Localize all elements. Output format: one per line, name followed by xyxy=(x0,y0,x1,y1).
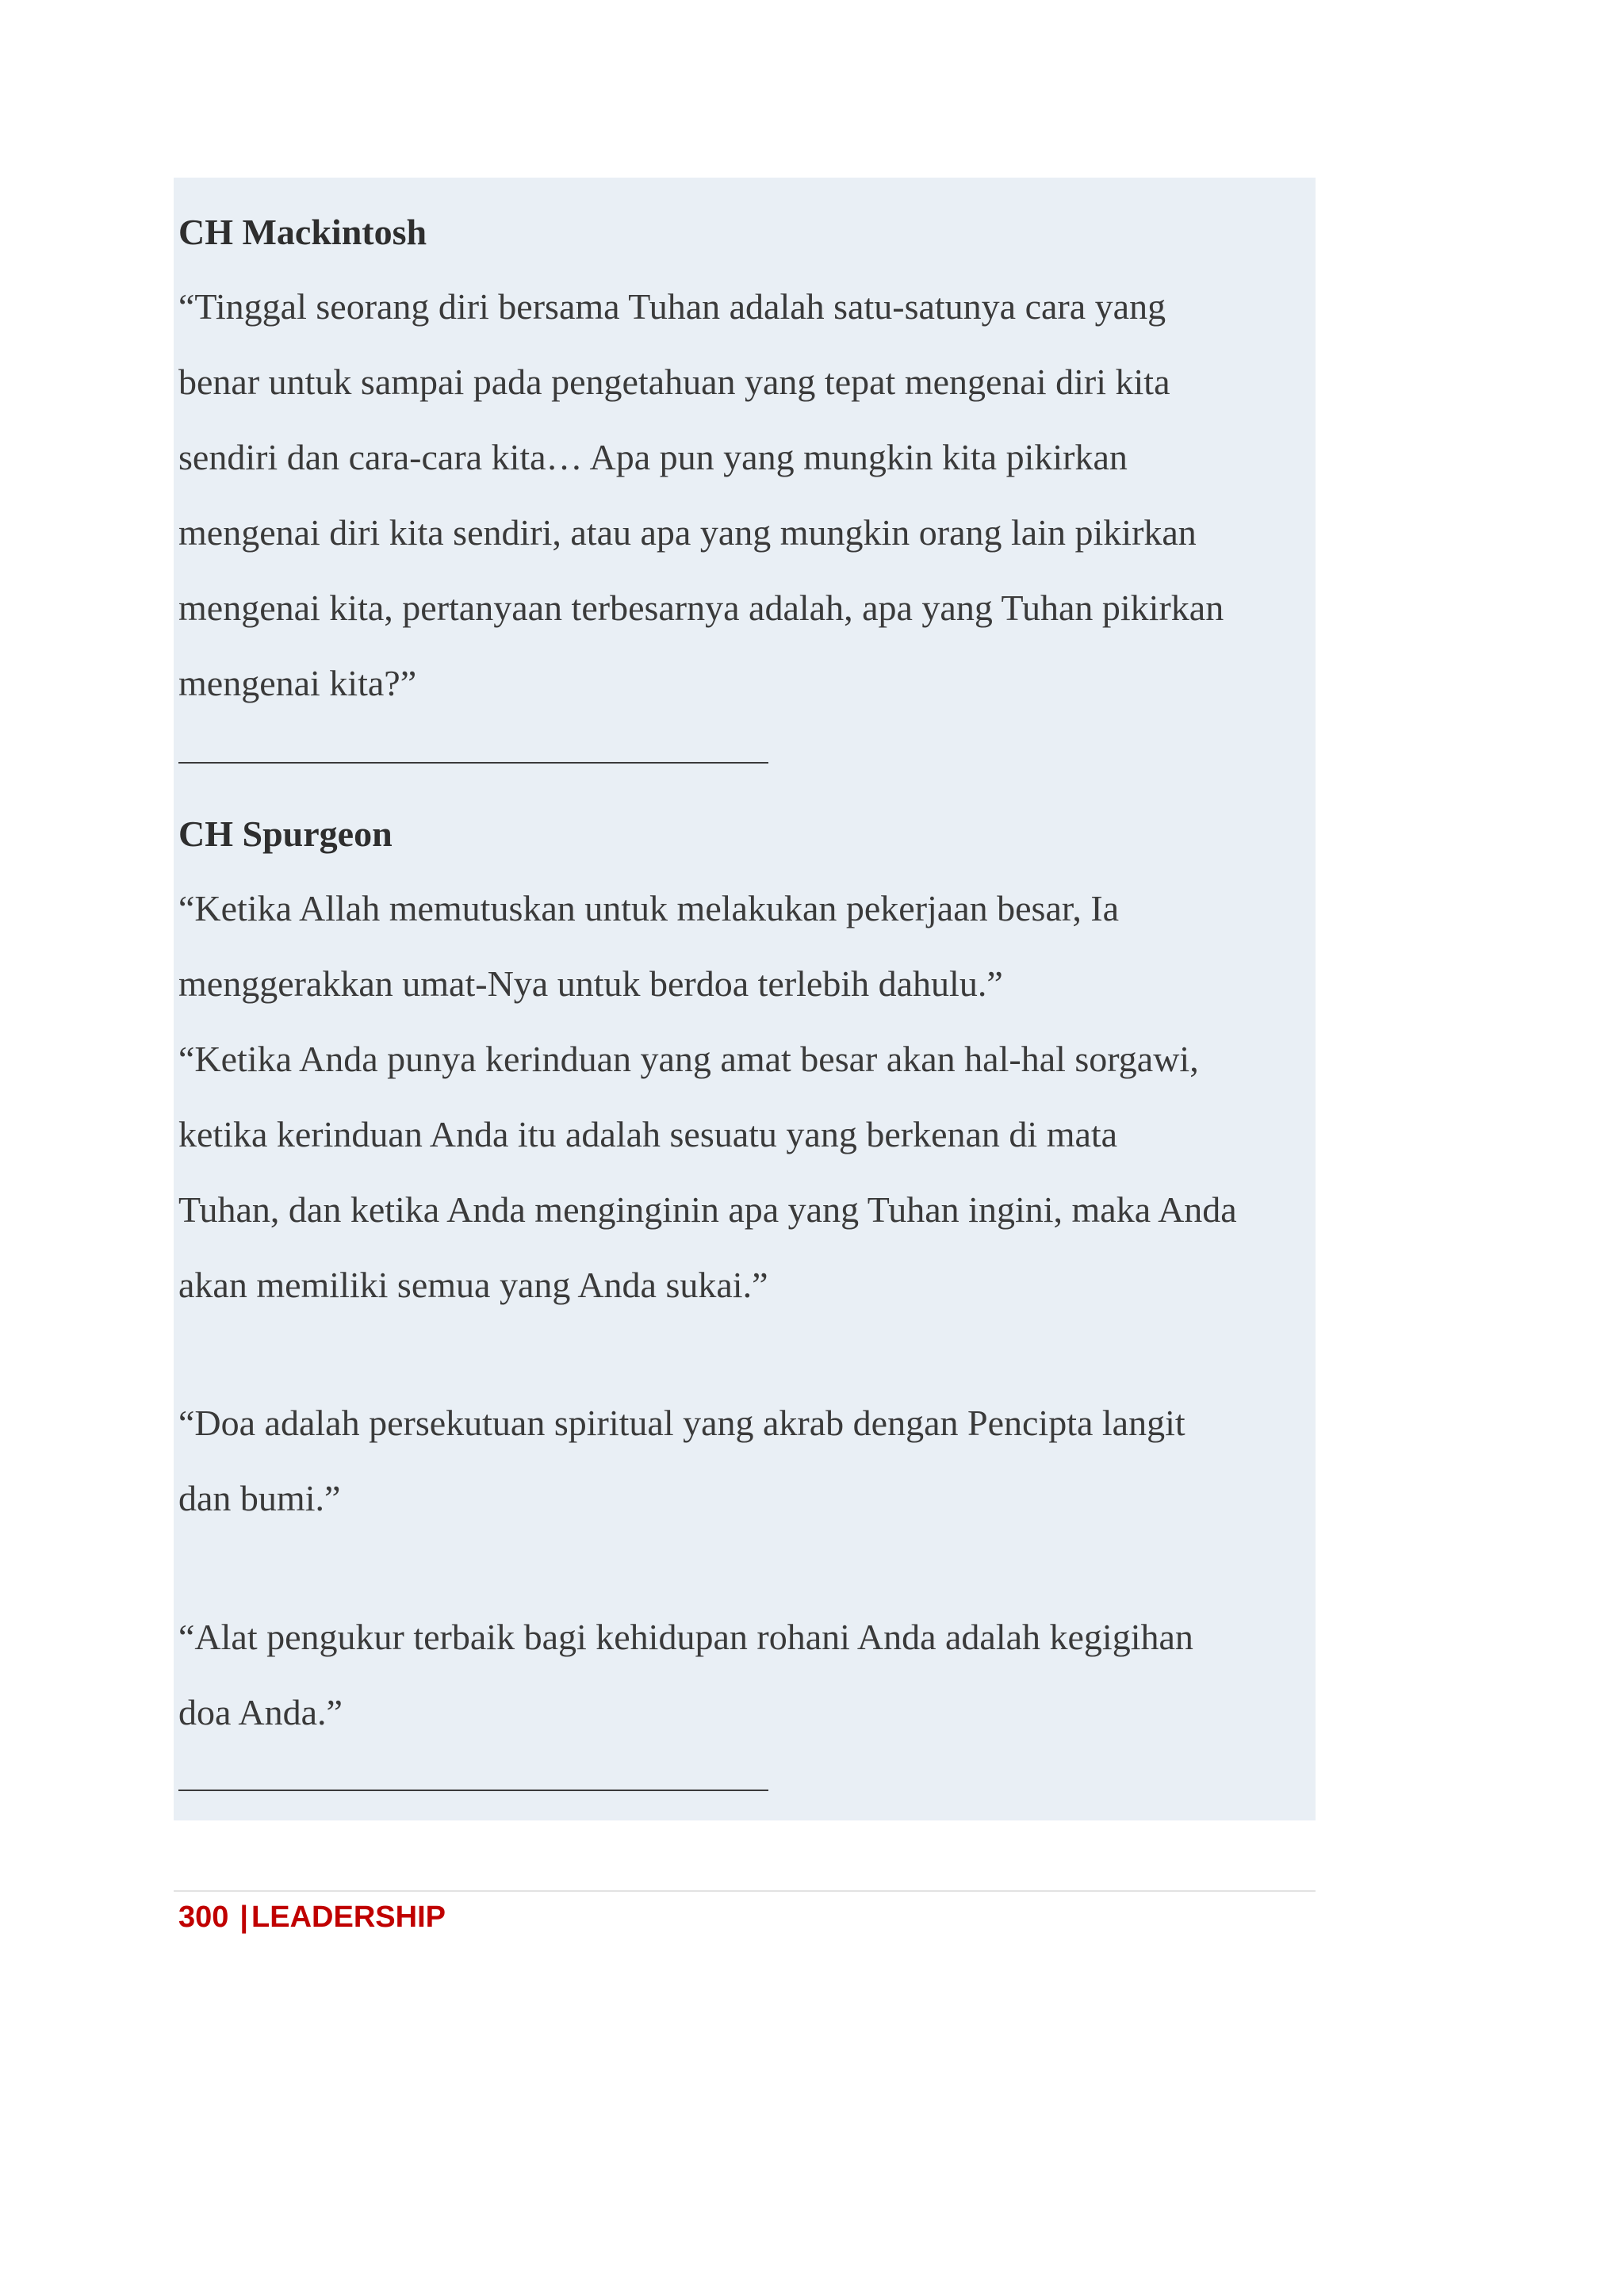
quote-line: mengenai kita, pertanyaan terbesarnya adalah, apa yang Tuhan pikirkan xyxy=(178,588,1224,628)
quote-line: mengenai diri kita sendiri, atau apa yang mungkin orang lain pikirkan xyxy=(178,512,1197,553)
quote-line: “Ketika Anda punya kerinduan yang amat besar akan hal-hal sorgawi, xyxy=(178,1039,1199,1079)
divider-line xyxy=(178,1790,768,1791)
quote-line: sendiri dan cara-cara kita… Apa pun yang mungkin kita pikirkan xyxy=(178,437,1128,477)
quote-line: “Ketika Allah memutuskan untuk melakukan pekerjaan besar, Ia xyxy=(178,888,1120,928)
quote-line: doa Anda.” xyxy=(178,1692,343,1732)
quote-line: “Doa adalah persekutuan spiritual yang akrab dengan Pencipta langit xyxy=(178,1403,1185,1443)
footer-title: LEADERSHIP xyxy=(251,1901,446,1934)
quote-line: Tuhan, dan ketika Anda menginginin apa yang Tuhan ingini, maka Anda xyxy=(178,1189,1237,1230)
page-number: 300 xyxy=(178,1901,229,1934)
quote-line: “Tinggal seorang diri bersama Tuhan adalah satu-satunya cara yang xyxy=(178,286,1166,327)
footer-separator: | xyxy=(239,1901,249,1934)
quote-line: menggerakkan umat-Nya untuk berdoa terlebih dahulu.” xyxy=(178,963,1003,1004)
author-heading: CH Mackintosh xyxy=(178,212,427,252)
quote-line: “Alat pengukur terbaik bagi kehidupan rohani Anda adalah kegigihan xyxy=(178,1617,1193,1657)
quote-line: benar untuk sampai pada pengetahuan yang tepat mengenai diri kita xyxy=(178,362,1170,402)
footer-rule xyxy=(174,1890,1316,1892)
quote-line: mengenai kita?” xyxy=(178,663,417,703)
quote-line: akan memiliki semua yang Anda sukai.” xyxy=(178,1265,768,1305)
author-heading: CH Spurgeon xyxy=(178,813,393,854)
quote-line: dan bumi.” xyxy=(178,1478,341,1518)
quote-line: ketika kerinduan Anda itu adalah sesuatu yang berkenan di mata xyxy=(178,1114,1118,1154)
divider-line xyxy=(178,762,768,764)
page-footer xyxy=(178,1897,446,1938)
